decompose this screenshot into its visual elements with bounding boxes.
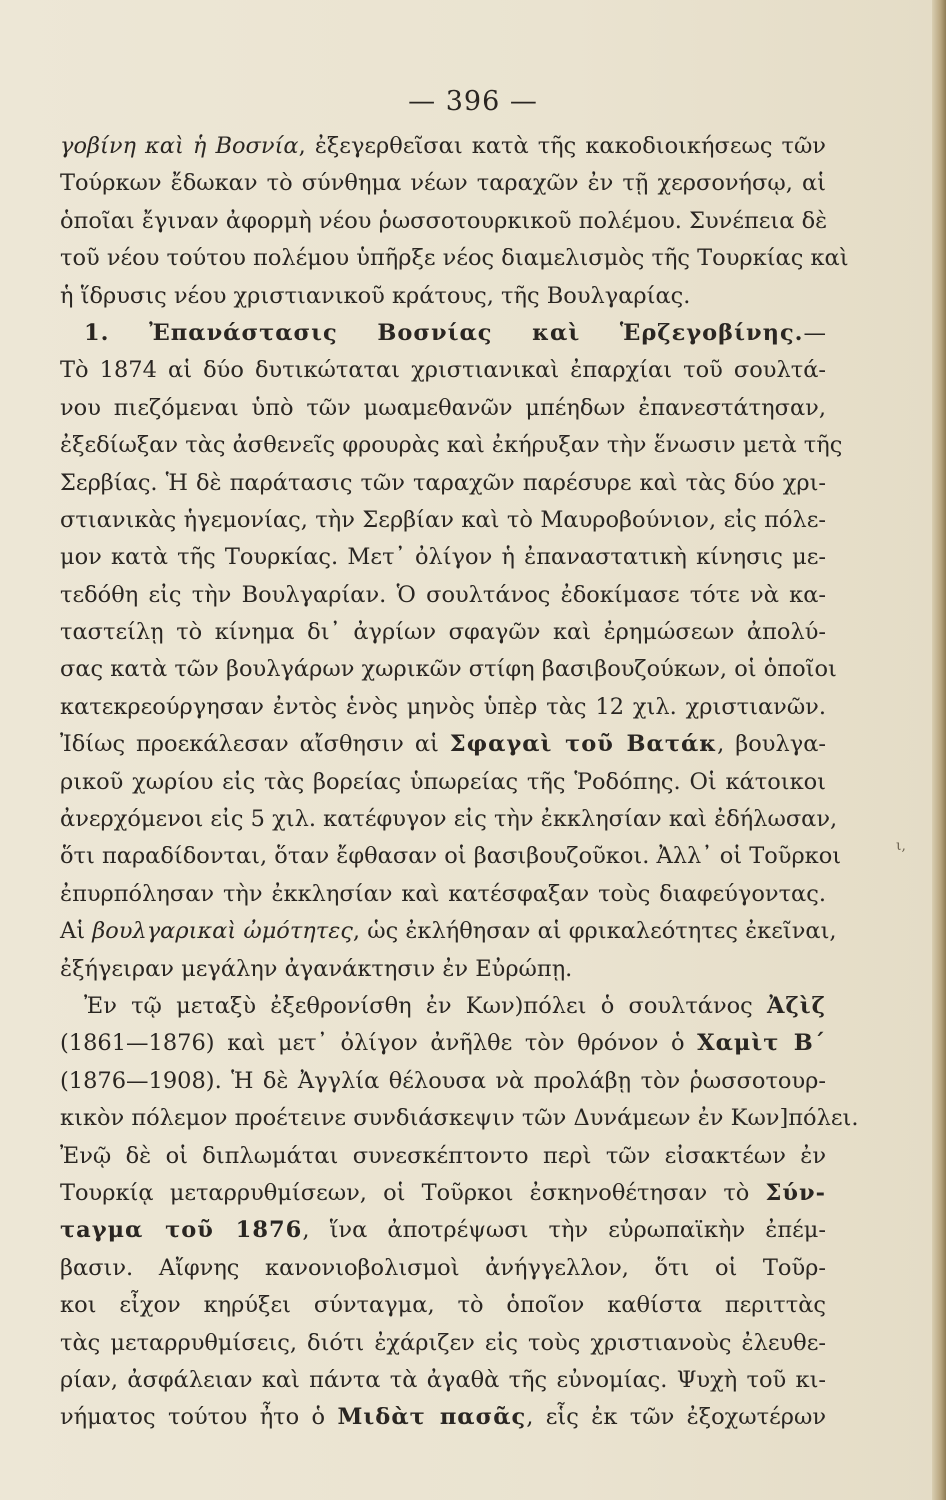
text-line: Τὸ 1874 αἱ δύο δυτικώταται χριστιανικαὶ ἐπαρχίαι τοῦ σουλτά- bbox=[60, 357, 826, 384]
text-line: Ἰδίως προεκάλεσαν αἴσθησιν αἱ Σφαγαὶ τοῦ Βατάκ, βουλγα- bbox=[60, 731, 826, 758]
section-heading: 1. Ἐπανάστασις Βοσνίας καὶ Ἑρζεγοβίνης.— bbox=[84, 319, 826, 346]
page-edge bbox=[932, 0, 946, 1500]
margin-mark: ι, bbox=[896, 838, 906, 854]
text-line: Ἐν τῷ μεταξὺ ἐξεθρονίσθη ἐν Κων)πόλει ὁ σουλτάνος Ἀζὶζ bbox=[84, 992, 826, 1019]
text-line: Σερβίας. Ἡ δὲ παράτασις τῶν ταραχῶν παρέσυρε καὶ τὰς δύο χρι- bbox=[60, 469, 826, 496]
text-line: Τουρκίᾳ μεταρρυθμίσεων, οἱ Τοῦρκοι ἐσκηνοθέτησαν τὸ Σύν- bbox=[60, 1179, 826, 1206]
text-line: σας κατὰ τῶν βουλγάρων χωρικῶν στίφη βασιβουζούκων, οἱ ὁποῖοι bbox=[60, 656, 837, 683]
text-line: (1861—1876) καὶ μετ᾽ ὀλίγον ἀνῆλθε τὸν θρόνον ὁ Χαμὶτ Β´ bbox=[60, 1030, 826, 1057]
text-line: ἐξεδίωξαν τὰς ἀσθενεῖς φρουρὰς καὶ ἐκήρυξαν τὴν ἕνωσιν μετὰ τῆς bbox=[60, 432, 843, 459]
text-line: τεδόθη εἰς τὴν Βουλγαρίαν. Ὁ σουλτάνος ἐδοκίμασε τότε νὰ κα- bbox=[60, 581, 826, 608]
text-line: Τούρκων ἔδωκαν τὸ σύνθημα νέων ταραχῶν ἐν τῇ χερσονήσῳ, αἱ bbox=[60, 170, 826, 197]
text-line: νου πιεζόμεναι ὑπὸ τῶν μωαμεθανῶν μπέηδων ἐπανεστάτησαν, bbox=[60, 394, 826, 421]
text-line: νήματος τούτου ἦτο ὁ Μιδὰτ πασᾶς, εἷς ἐκ τῶν ἐξοχωτέρων bbox=[60, 1404, 826, 1431]
text-line: τὰς μεταρρυθμίσεις, διότι ἐχάριζεν εἰς τοὺς χριστιανοὺς ἐλευθε- bbox=[60, 1329, 826, 1356]
text-line: ὅτι παραδίδονται, ὅταν ἔφθασαν οἱ βασιβουζοῦκοι. Ἀλλ᾽ οἱ Τοῦρκοι bbox=[60, 843, 842, 870]
body-text bbox=[60, 128, 859, 1437]
text-line: Αἱ βουλγαρικαὶ ὠμότητες, ὡς ἐκλήθησαν αἱ φρικαλεότητες ἐκεῖναι, bbox=[60, 918, 837, 945]
text-line: ρικοῦ χωρίου εἰς τὰς βορείας ὑπωρείας τῆς Ῥοδόπης. Οἱ κάτοικοι bbox=[60, 768, 826, 795]
text-line: ταστείλῃ τὸ κίνημα δι᾽ ἀγρίων σφαγῶν καὶ ἐρημώσεων ἀπολύ- bbox=[60, 619, 826, 646]
text-line: κοι εἶχον κηρύξει σύνταγμα, τὸ ὁποῖον καθίστα περιττὰς bbox=[60, 1292, 826, 1319]
text-line: τaγμα τοῦ 1876, ἵνα ἀποτρέψωσι τὴν εὐρωπαϊκὴν ἐπέμ- bbox=[60, 1217, 826, 1244]
page-number: — 396 — bbox=[408, 86, 538, 117]
text-line: ὁποῖαι ἔγιναν ἀφορμὴ νέου ῥωσσοτουρκικοῦ πολέμου. Συνέπεια δὲ bbox=[60, 207, 828, 234]
text-line: βασιν. Αἴφνης κανονιοβολισμοὶ ἀνήγγελλον, ὅτι οἱ Τοῦρ- bbox=[60, 1254, 826, 1281]
text-line: τοῦ νέου τούτου πολέμου ὑπῆρξε νέος διαμελισμὸς τῆς Τουρκίας καὶ bbox=[60, 245, 849, 272]
text-line: ρίαν, ἀσφάλειαν καὶ πάντα τὰ ἀγαθὰ τῆς εὐνομίας. Ψυχὴ τοῦ κι- bbox=[60, 1366, 826, 1393]
text-line: κικὸν πόλεμον προέτεινε συνδιάσκεψιν τῶν Δυνάμεων ἐν Κων]πόλει. bbox=[60, 1105, 859, 1132]
text-line: ἐπυρπόλησαν τὴν ἐκκλησίαν καὶ κατέσφαξαν τοὺς διαφεύγοντας. bbox=[60, 880, 826, 907]
text-line: ἐξήγειραν μεγάλην ἀγανάκτησιν ἐν Εὐρώπῃ. bbox=[60, 955, 573, 982]
text-line: (1876—1908). Ἡ δὲ Ἀγγλία θέλουσα νὰ προλάβῃ τὸν ῥωσσοτουρ- bbox=[60, 1067, 826, 1094]
text-line: μον κατὰ τῆς Τουρκίας. Μετ᾽ ὀλίγον ἡ ἐπαναστατικὴ κίνησις με- bbox=[60, 544, 826, 571]
text-line: ἡ ἵδρυσις νέου χριστιανικοῦ κράτους, τῆς Βουλγαρίας. bbox=[60, 282, 691, 309]
text-line: Ἐνῷ δὲ οἱ διπλωμάται συνεσκέπτοντο περὶ τῶν εἰσακτέων ἐν bbox=[60, 1142, 826, 1169]
text-line: γοβίνη καὶ ἡ Βοσνία, ἐξεγερθεῖσαι κατὰ τῆς κακοδιοικήσεως τῶν bbox=[60, 133, 826, 159]
text-line: ἀνερχόμενοι εἰς 5 χιλ. κατέφυγον εἰς τὴν ἐκκλησίαν καὶ ἐδήλωσαν, bbox=[60, 806, 838, 833]
text-line: κατεκρεούργησαν ἐντὸς ἑνὸς μηνὸς ὑπὲρ τὰς 12 χιλ. χριστιανῶν. bbox=[60, 693, 826, 720]
text-line: στιανικὰς ἡγεμονίας, τὴν Σερβίαν καὶ τὸ Μαυροβούνιον, εἰς πόλε- bbox=[60, 506, 826, 533]
